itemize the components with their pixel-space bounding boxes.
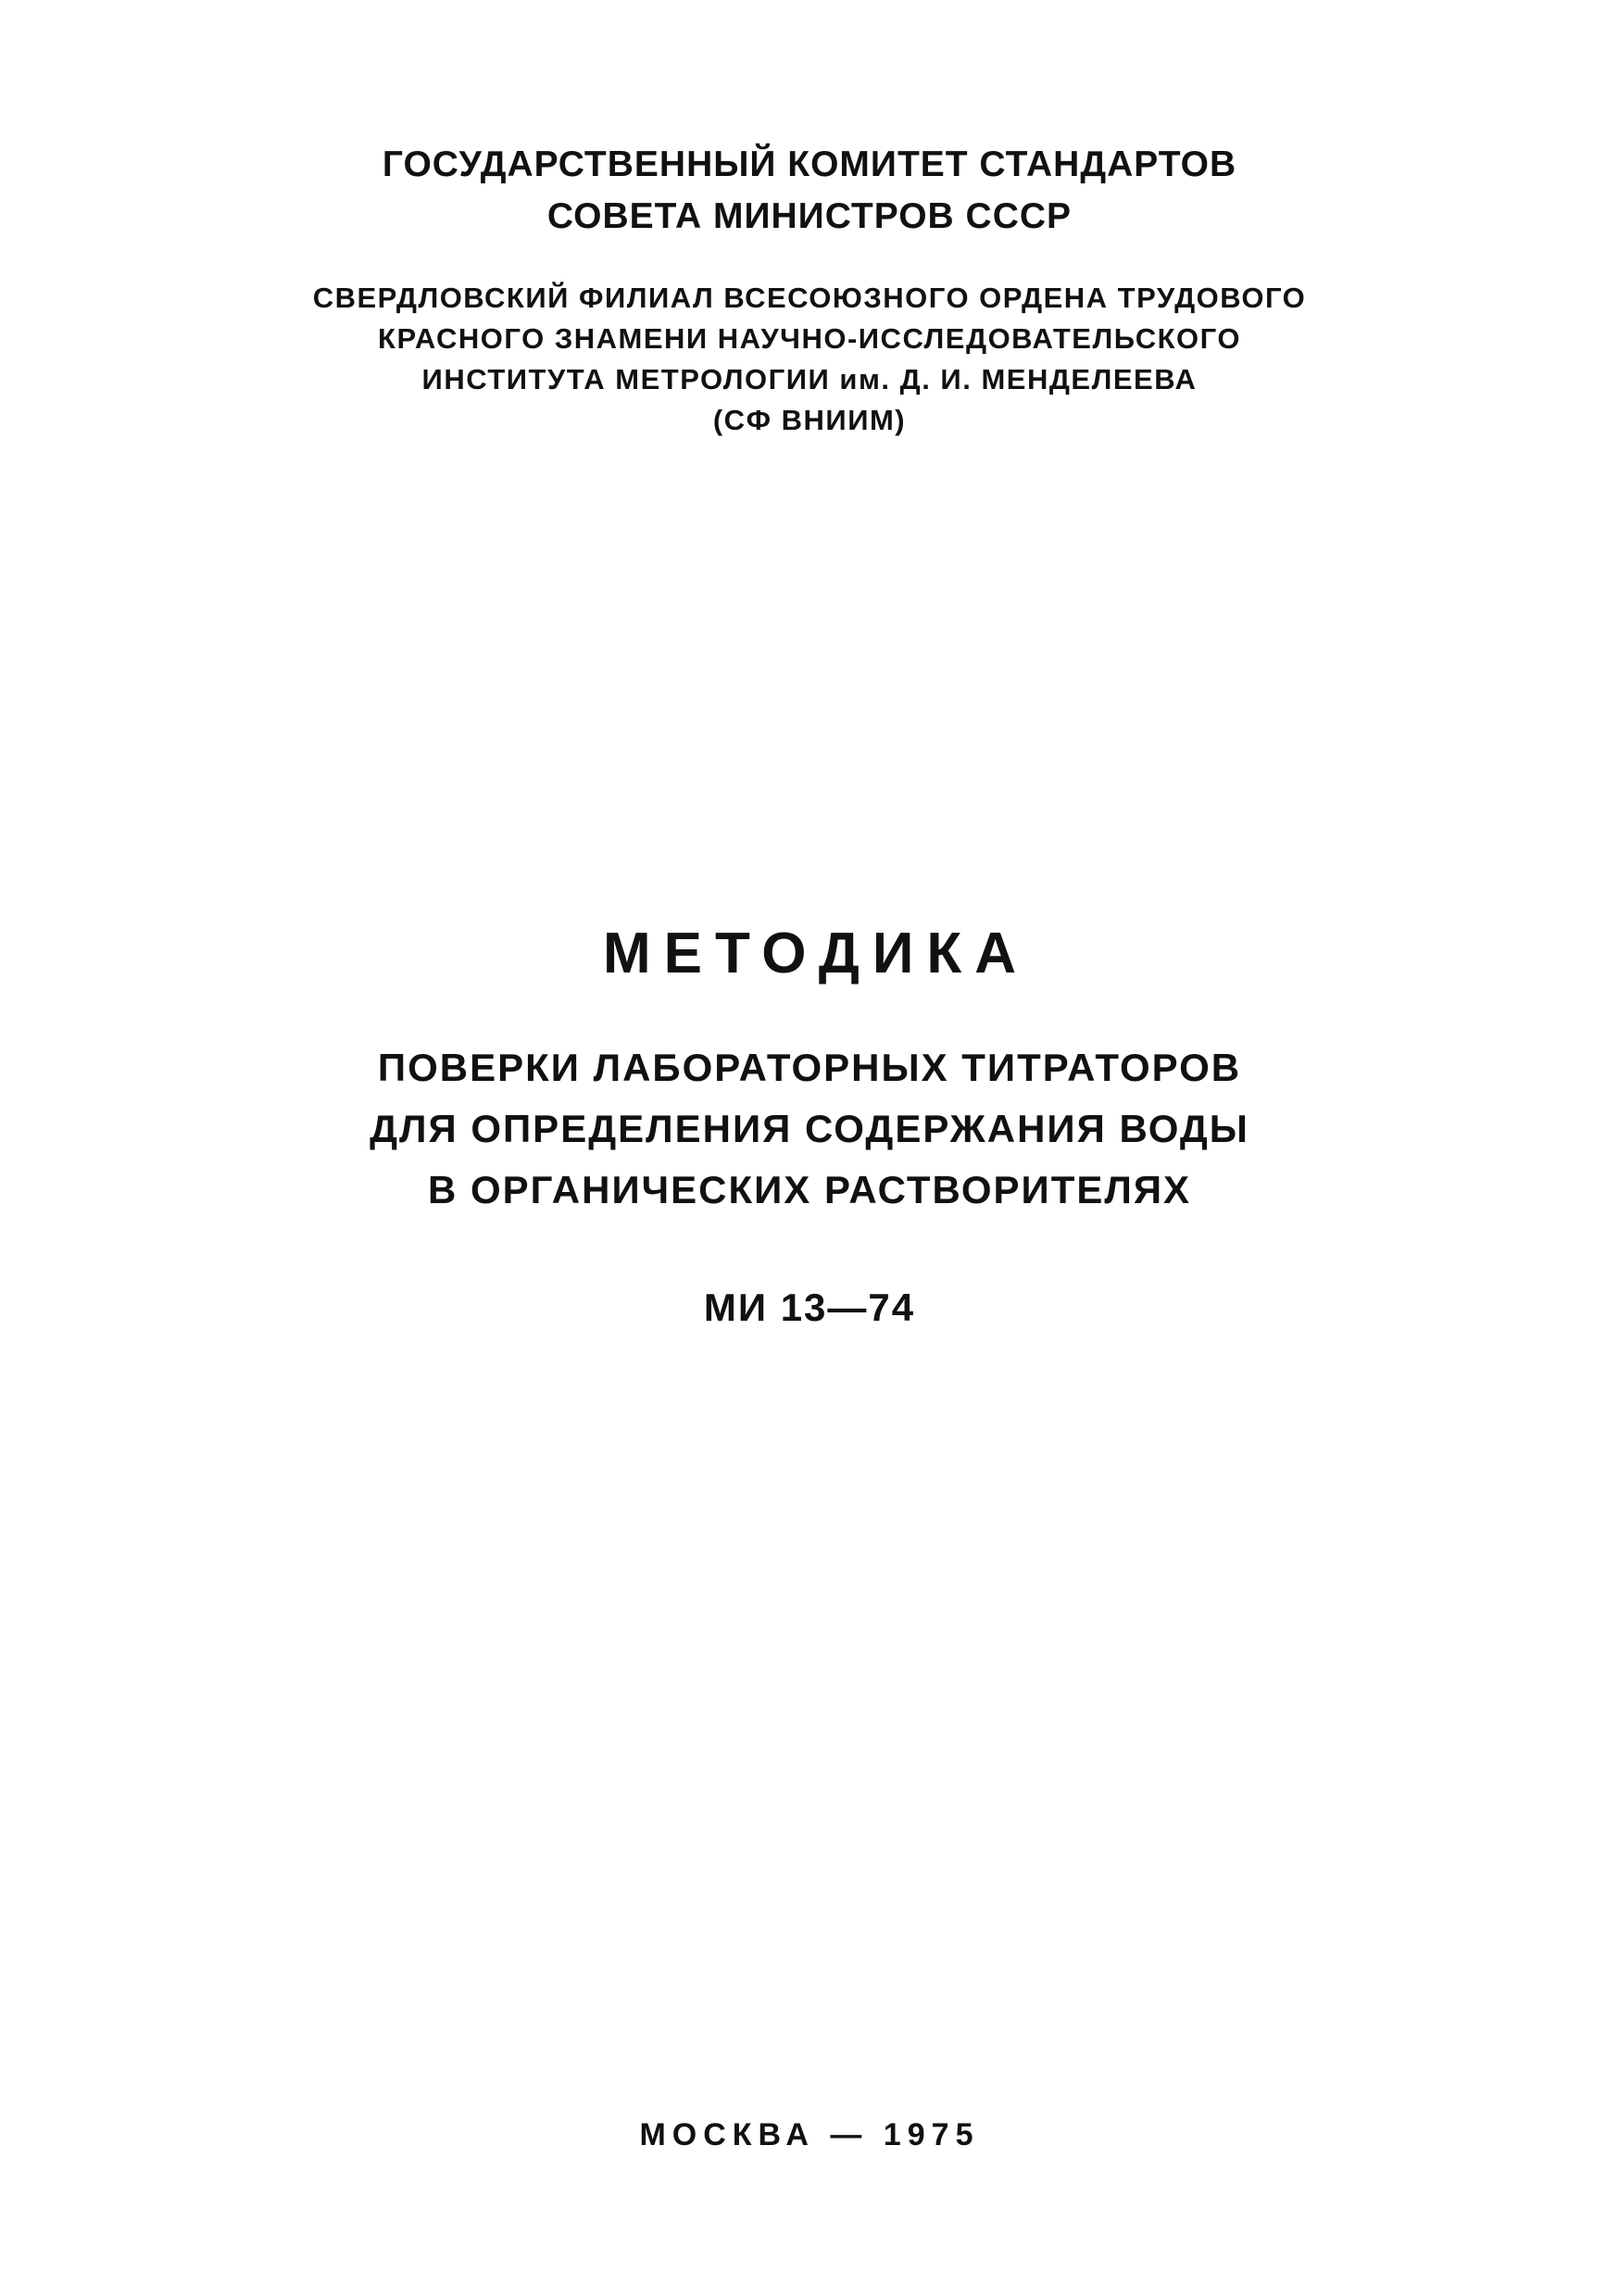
committee-line: СОВЕТА МИНИСТРОВ СССР	[546, 196, 1073, 236]
document-title: МЕТОДИКА	[602, 922, 1030, 985]
subtitle-line: ПОВЕРКИ ЛАБОРАТОРНЫХ ТИТРАТОРОВ	[377, 1046, 1242, 1089]
subtitle-line: ДЛЯ ОПРЕДЕЛЕНИЯ СОДЕРЖАНИЯ ВОДЫ	[370, 1107, 1249, 1150]
document-subtitle	[0, 1037, 1619, 1221]
institute-header	[0, 278, 1619, 441]
subtitle-line: В ОРГАНИЧЕСКИХ РАСТВОРИТЕЛЯХ	[427, 1168, 1192, 1211]
institute-line: ИНСТИТУТА МЕТРОЛОГИИ им. Д. И. МЕНДЕЛЕЕВА	[421, 363, 1198, 395]
institute-line: КРАСНОГО ЗНАМЕНИ НАУЧНО-ИССЛЕДОВАТЕЛЬСКОГО	[378, 322, 1241, 355]
document-designation: МИ 13—74	[703, 1286, 916, 1329]
committee-header	[0, 139, 1619, 243]
publication-imprint: МОСКВА — 1975	[639, 2117, 980, 2152]
institute-line: (СФ ВНИИМ)	[712, 404, 907, 436]
institute-line: СВЕРДЛОВСКИЙ ФИЛИАЛ ВСЕСОЮЗНОГО ОРДЕНА ТРУДОВОГО	[312, 282, 1307, 314]
committee-line: ГОСУДАРСТВЕННЫЙ КОМИТЕТ СТАНДАРТОВ	[382, 144, 1237, 184]
